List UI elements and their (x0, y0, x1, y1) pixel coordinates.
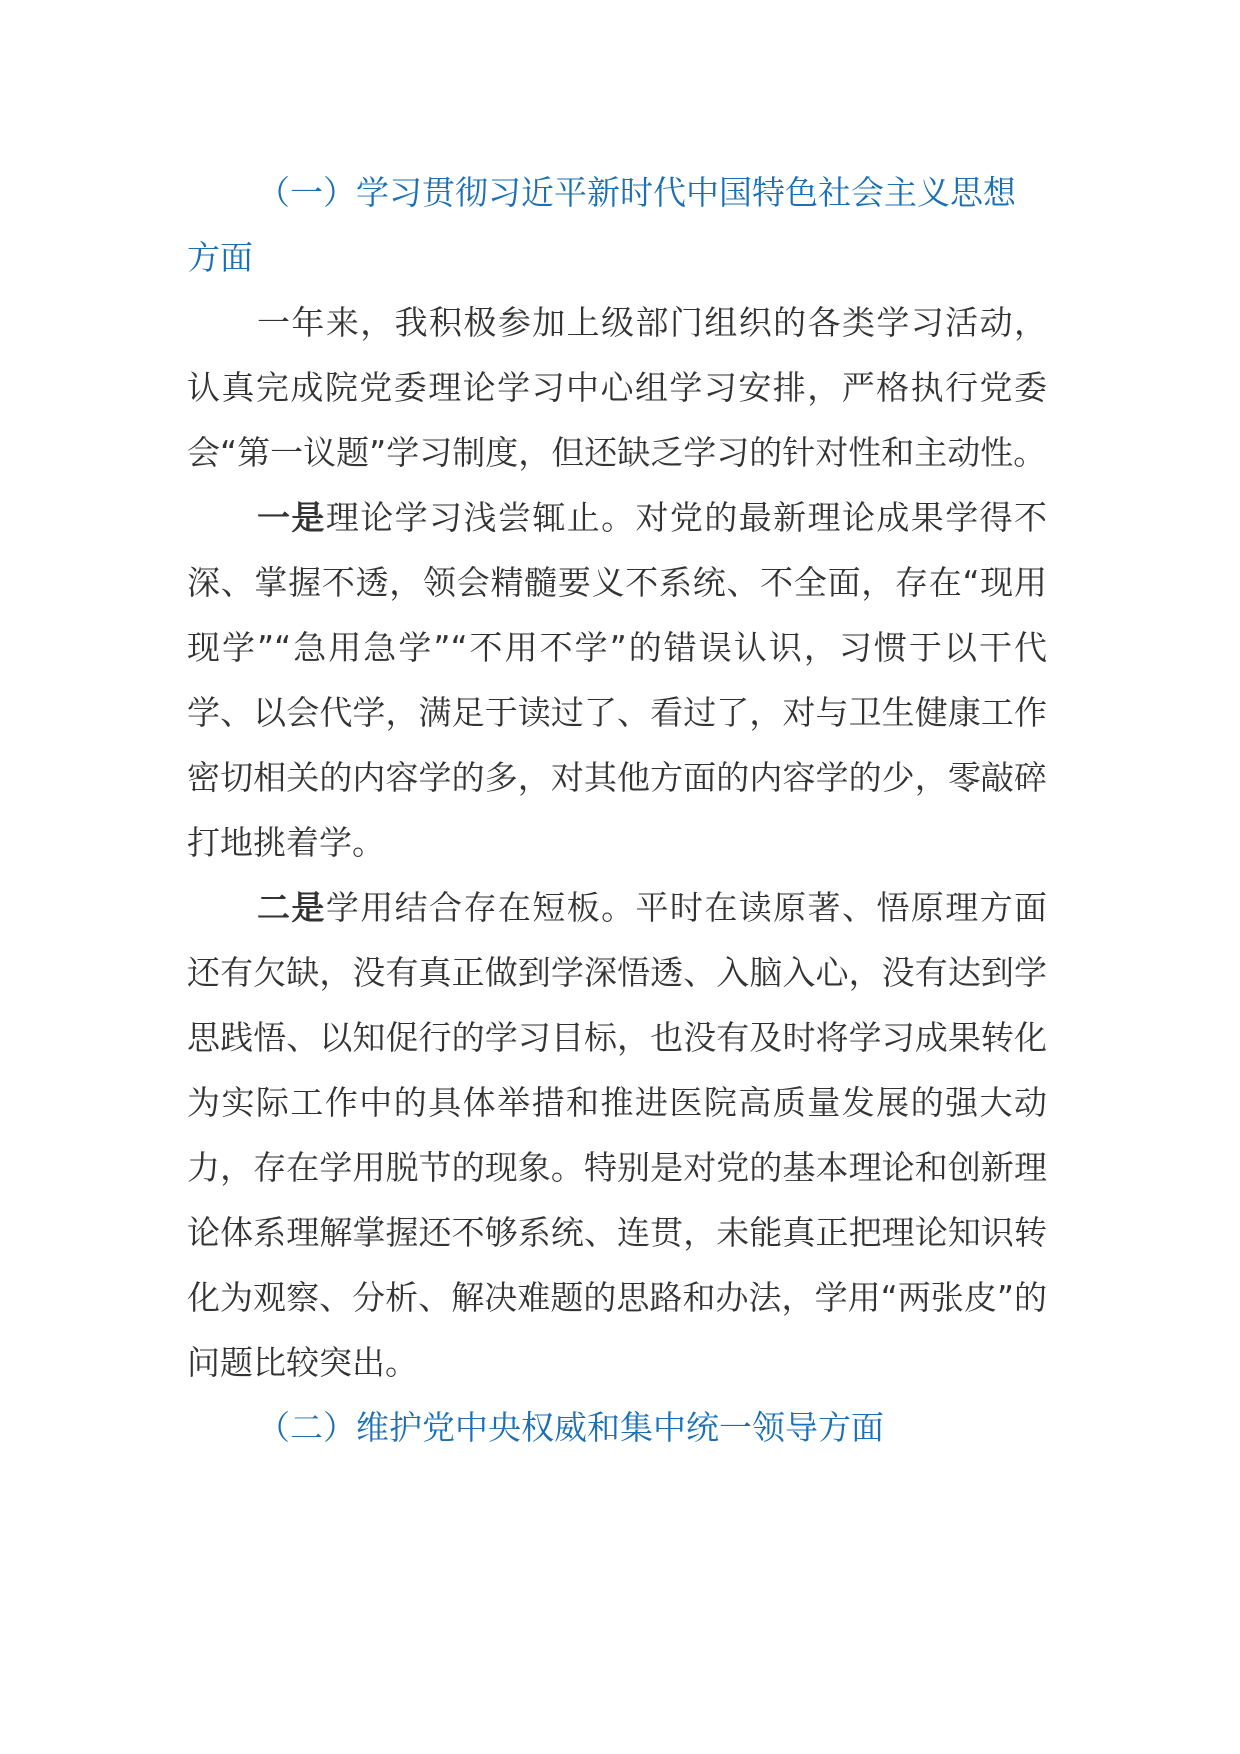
point-2-text: 学用结合存在短板。平时在读原著、悟原理方面还有欠缺，没有真正做到学深悟透、入脑入心，没有达到学思践悟、以知促行的学习目标，也没有及时将学习成果转化为实际工作中的具体举措和推进医院高质量发展的强大动力，存在学用脱节的现象。特别是对党的基本理论和创新理论体系理解掌握还不够系统、连贯，未能真正把理论知识转化为观察、分析、解决难题的思路和办法，学用“两张皮”的问题比较突出。 (187, 888, 1048, 1382)
document-body (187, 160, 1047, 1460)
section-heading-2: （二）维护党中央权威和集中统一领导方面 (257, 1408, 884, 1447)
section-heading-1: （一）学习贯彻习近平新时代中国特色社会主义思想方面 (187, 173, 1016, 277)
intro-paragraph: 一年来，我积极参加上级部门组织的各类学习活动，认真完成院党委理论学习中心组学习安排，严格执行党委会“第一议题”学习制度，但还缺乏学习的针对性和主动性。 (187, 303, 1047, 472)
point-2-paragraph (187, 875, 1047, 1395)
point-1-paragraph (187, 485, 1047, 875)
point-2-lead: 二是 (257, 888, 326, 927)
point-1-text: 理论学习浅尝辄止。对党的最新理论成果学得不深、掌握不透，领会精髓要义不系统、不全面，存在“现用现学”“急用急学”“不用不学”的错误认识，习惯于以干代学、以会代学，满足于读过了、看过了，对与卫生健康工作密切相关的内容学的多，对其他方面的内容学的少，零敲碎打地挑着学。 (187, 498, 1048, 862)
point-1-lead: 一是 (257, 498, 326, 537)
